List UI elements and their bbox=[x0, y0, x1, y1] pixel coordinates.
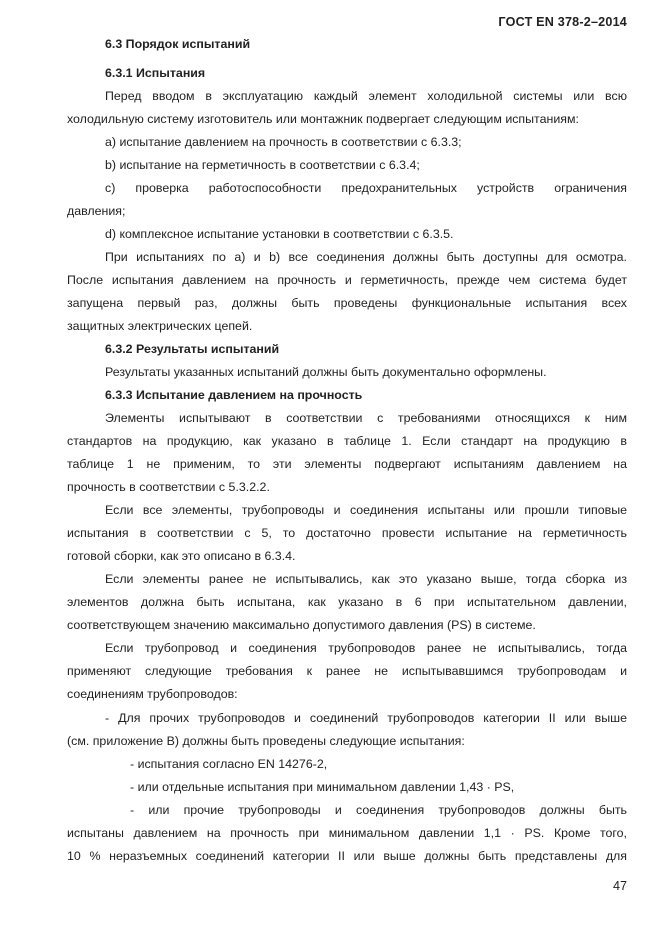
text-line: запущена первый раз, должны быть проведены функциональные испытания всех bbox=[67, 296, 627, 310]
heading-6-3: 6.3 Порядок испытаний bbox=[105, 37, 251, 51]
text-line: испытания в соответствии с 5, то достаточно провести испытание на герметичность bbox=[67, 526, 627, 540]
text-line: соединениям трубопроводов: bbox=[67, 687, 238, 701]
text-line: Если все элементы, трубопроводы и соединения испытаны или прошли типовые bbox=[105, 503, 627, 517]
list-item-dash: - или прочие трубопроводы и соединения трубопроводов должны быть bbox=[130, 803, 627, 817]
list-item-d: d) комплексное испытание установки в соответствии с 6.3.5. bbox=[105, 227, 454, 241]
text-line: Элементы испытывают в соответствии с требованиями относящихся к ним bbox=[105, 411, 627, 425]
text-line: давления; bbox=[67, 204, 126, 218]
text-line: испытаны давлением на прочность при минимальном давлении 1,1 · PS. Кроме того, bbox=[67, 826, 627, 840]
text-line: защитных электрических цепей. bbox=[67, 319, 253, 333]
text-line: Перед вводом в эксплуатацию каждый элемент холодильной системы или всю bbox=[105, 89, 627, 103]
text-line: - Для прочих трубопроводов и соединений трубопроводов категории II или выше bbox=[105, 711, 627, 725]
text-line: стандартов на продукцию, как указано в таблице 1. Если стандарт на продукцию в bbox=[67, 434, 627, 448]
list-item-dash: - или отдельные испытания при минимальном давлении 1,43 · PS, bbox=[130, 780, 515, 794]
text-line: элементов должна быть испытана, как указано в 6 при испытательном давлении, bbox=[67, 595, 627, 609]
heading-6-3-2: 6.3.2 Результаты испытаний bbox=[105, 342, 280, 356]
list-item-c: c) проверка работоспособности предохранительных устройств ограничения bbox=[105, 181, 627, 195]
text-line: прочность в соответствии с 5.3.2.2. bbox=[67, 480, 270, 494]
text-line: Результаты указанных испытаний должны быть документально оформлены. bbox=[105, 365, 547, 379]
text-line: Если трубопровод и соединения трубопроводов ранее не испытывались, тогда bbox=[105, 641, 627, 655]
list-item-dash: - испытания согласно EN 14276-2, bbox=[130, 757, 328, 771]
text-line: готовой сборки, как это описано в 6.3.4. bbox=[67, 549, 296, 563]
page-number: 47 bbox=[612, 879, 627, 893]
text-line: После испытания давлением на прочность и герметичность, прежде чем система будет bbox=[67, 273, 627, 287]
document-header: ГОСТ EN 378-2–2014 bbox=[498, 15, 627, 29]
text-line: Если элементы ранее не испытывались, как это указано выше, тогда сборка из bbox=[105, 572, 627, 586]
text-line: применяют следующие требования к ранее не испытывавшимся трубопроводам и bbox=[67, 664, 627, 678]
heading-6-3-1: 6.3.1 Испытания bbox=[105, 66, 206, 80]
text-line: При испытаниях по а) и b) все соединения должны быть доступны для осмотра. bbox=[105, 250, 627, 264]
list-item-b: b) испытание на герметичность в соответствии с 6.3.4; bbox=[105, 158, 420, 172]
text-line: (см. приложение B) должны быть проведены следующие испытания: bbox=[67, 734, 465, 748]
list-item-a: a) испытание давлением на прочность в соответствии с 6.3.3; bbox=[105, 135, 462, 149]
text-line: таблице 1 не применим, то эти элементы подвергают испытаниям давлением на bbox=[67, 457, 627, 471]
text-line: холодильную систему изготовитель или монтажник подвергает следующим испытаниям: bbox=[67, 112, 579, 126]
text-line: 10 % неразъемных соединений категории II или выше должны быть представлены для bbox=[67, 849, 627, 863]
heading-6-3-3: 6.3.3 Испытание давлением на прочность bbox=[105, 388, 363, 402]
text-line: соответствующем значению максимально допустимого давления (PS) в системе. bbox=[67, 618, 536, 632]
